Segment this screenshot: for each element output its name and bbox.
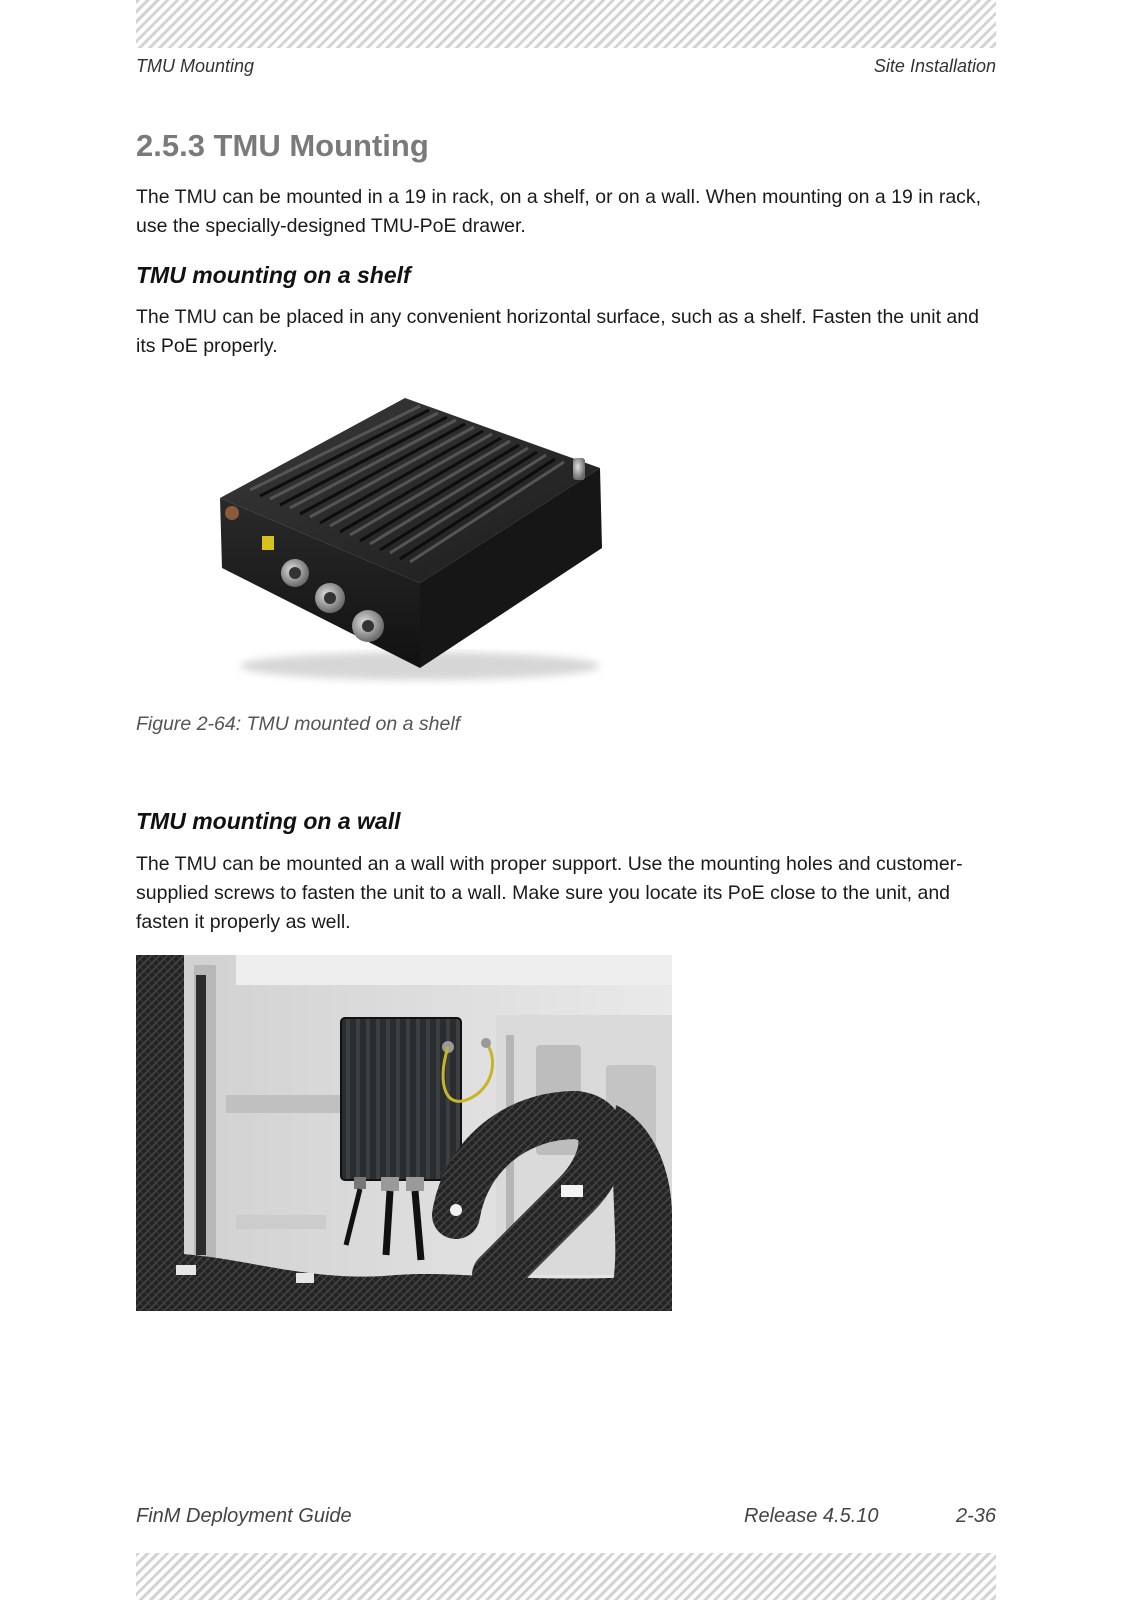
footer-release: Release 4.5.10 (744, 1505, 879, 1527)
header-hatch-bar (136, 0, 996, 48)
tmu-shelf-figure (210, 398, 620, 688)
tmu-wall-figure (136, 955, 672, 1311)
wall-heading: TMU mounting on a wall (136, 808, 401, 834)
shelf-paragraph: The TMU can be placed in any convenient horizontal surface, such as a shelf. Fasten the unit and its PoE properly. (136, 306, 979, 357)
running-header-chapter: TMU Mounting (136, 56, 255, 76)
footer-page-number: 2-36 (955, 1505, 996, 1527)
shelf-heading: TMU mounting on a shelf (136, 262, 411, 288)
footer-document-title: FinM Deployment Guide (136, 1505, 352, 1527)
footer-hatch-bar (136, 1553, 996, 1600)
shelf-figure-caption: Figure 2-64: TMU mounted on a shelf (136, 713, 461, 735)
section-title: 2.5.3 TMU Mounting (136, 128, 429, 163)
wall-paragraph: The TMU can be mounted an a wall with proper support. Use the mounting holes and customer-supplied screws to fasten the unit to a wall. Make sure you locate its PoE close to the unit, and fasten it properly as well. (136, 853, 963, 933)
intro-paragraph: The TMU can be mounted in a 19 in rack, on a shelf, or on a wall. When mounting on a 19 in rack, use the specially-designed TMU-PoE drawer. (136, 186, 982, 237)
running-header-section: Site Installation (873, 56, 996, 76)
